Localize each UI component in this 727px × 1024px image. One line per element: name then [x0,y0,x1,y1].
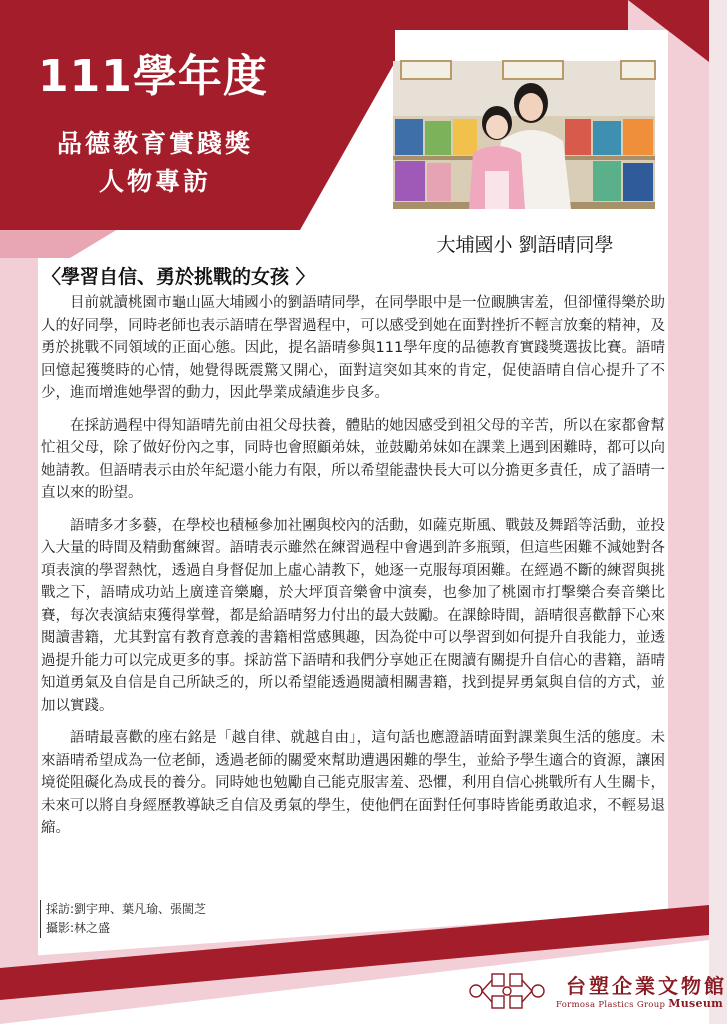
photo-caption: 大埔國小 劉語晴同學 [436,234,614,256]
interview-credit: 採訪:劉宇珅、葉凡瑜、張閩芝 [40,900,206,919]
museum-name-english-prefix: Formosa Plastics Group [556,1000,666,1010]
paragraph-2: 在採訪過程中得知語晴先前由祖父母扶養，體貼的她因感受到祖父母的辛苦，所以在家都會幫忙祖父母，除了做好份內之事，同時也會照顧弟妹，並鼓勵弟妹如在課業上遇到困難時，都可以向她請教。但語晴表示由於年紀還小能力有限，所以希望能盡快長大可以分擔更多責任，成了語晴一直以來的盼望。 [41,417,665,501]
corner-shape-top-right [628,0,709,62]
museum-emblem-icon [462,968,552,1014]
credits [40,900,206,938]
student-photo [393,61,655,209]
paragraph-1: 目前就讀桃園市龜山區大埔國小的劉語晴同學，在同學眼中是一位靦腆害羞，但卻懂得樂於助人的好同學，同時老師也表示語晴在學習過程中，可以感受到她在面對挫折不輕言放棄的精神，及勇於挑戰不同領域的正面心態。因此，提名語晴參與111學年度的品德教育實踐獎選拔比賽。語晴回憶起獲獎時的心情，她覺得既震驚又開心，面對這突如其來的肯定，促使語晴自信心提升了不少，進而增進她學習的動力，因此學業成績進步良多。 [41,295,665,401]
interview-subtitle: 人物專訪 [98,167,211,196]
paragraph-3: 語晴多才多藝，在學校也積極參加社團與校內的活動，如薩克斯風、戰鼓及舞蹈等活動，並投入大量的時間及精動奮練習。語晴表示雖然在練習過程中會遇到許多瓶頸，但這些困難不減她對各項表演的學習熱忱，透過自身督促加上虛心請教下，她逐一克服每項困難。在經過不斷的練習與挑戰之下，語晴成功站上廣達音樂廳，於大坪頂音樂會中演奏，也參加了桃園市打擊樂合奏音樂比賽，每次表演結束獲得掌聲，都是給語晴努力付出的最大鼓勵。在課餘時間，語晴很喜歡靜下心來閱讀書籍，尤其對富有教育意義的書籍相當感興趣，因為從中可以學習到如何提升自我能力，並透過提升能力可以完成更多的事。採訪當下語晴和我們分享她正在閱讀有關提升自信心的書籍，語晴知道勇氣及自信是自己所缺乏的，所以希望能透過閱讀相關書籍，找到提昇勇氣與自信的方式，並加以實踐。 [41,517,665,714]
photography-credit: 攝影:林之盛 [40,919,206,938]
museum-name-chinese: 台塑企業文物館 [566,974,727,998]
museum-logo [462,968,727,1014]
museum-name-english-suffix: Museum [668,997,724,1010]
year-title: 111學年度 [38,51,268,102]
paragraph-4: 語晴最喜歡的座右銘是「越自律、就越自由」，這句話也應證語晴面對課業與生活的態度。未來語晴希望成為一位老師，透過老師的關愛來幫助遭遇困難的學生，並給予學生適合的資源，讓困境從阻礙化為成長的養分。同時她也勉勵自己能克服害羞、恐懼，利用自信心挑戰所有人生關卡，未來可以將自身經歷教導缺乏自信及勇氣的學生，使他們在面對任何事時皆能勇敢追求，不輕易退縮。 [41,730,665,836]
museum-name-english [556,997,723,1010]
article-body [41,292,665,850]
award-title: 品德教育實踐獎 [56,129,253,158]
article-heading: 〈學習自信、勇於挑戰的女孩 〉 [42,266,315,288]
